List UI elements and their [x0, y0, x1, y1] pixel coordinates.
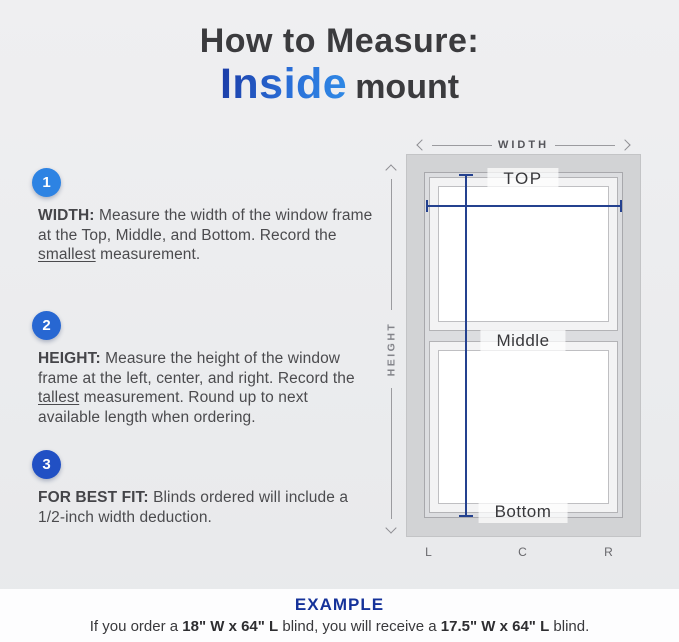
- arrow-line: [391, 388, 392, 519]
- top-position-label: TOP: [487, 168, 558, 190]
- window-lower-pane: [438, 350, 609, 504]
- arrow-down-icon: [385, 522, 396, 533]
- arrow-up-icon: [385, 164, 396, 175]
- subtitle-accent: Inside: [219, 59, 348, 108]
- example-sentence: If you order a 18" W x 64" L blind, you will receive a 17.5" W x 64" L blind.: [89, 618, 590, 635]
- step-2-badge: 2: [32, 311, 61, 340]
- height-label-box: [384, 315, 398, 383]
- example-heading: EXAMPLE: [294, 595, 385, 614]
- step-3-badge: 3: [32, 450, 61, 479]
- center-mark: C: [518, 545, 528, 559]
- step-2: [32, 311, 374, 427]
- page-subtitle: [0, 59, 679, 108]
- step-3-text: FOR BEST FIT: Blinds ordered will include a 1/2-inch width deduction.: [38, 489, 349, 526]
- step-1-badge: 1: [32, 168, 61, 197]
- page-title: How to Measure:: [199, 22, 480, 60]
- arrow-line: [555, 145, 615, 146]
- window-lower-sash: [429, 341, 618, 513]
- bottom-position-label: Bottom: [479, 501, 568, 523]
- step-1: [32, 168, 374, 265]
- step-2-text: HEIGHT: Measure the height of the window frame at the left, center, and right. Record the tallest measurement. Round up to next available length when ordering.: [38, 350, 355, 426]
- arrow-line: [391, 179, 392, 310]
- example-section: [0, 589, 679, 642]
- height-dimension-arrow: [384, 166, 398, 532]
- width-dimension-label: WIDTH: [497, 139, 550, 151]
- title-block: [0, 24, 679, 107]
- step-3: [32, 450, 374, 527]
- left-mark: L: [425, 545, 433, 559]
- arrow-left-icon: [416, 139, 427, 150]
- step-1-text: WIDTH: Measure the width of the window frame at the Top, Middle, and Bottom. Record the smallest measurement.: [38, 207, 373, 263]
- right-mark: R: [604, 545, 614, 559]
- height-measure-line: [465, 174, 467, 517]
- width-measure-line: [426, 205, 622, 207]
- subtitle-rest: mount: [355, 67, 460, 106]
- middle-position-label: Middle: [480, 330, 565, 352]
- arrow-line: [432, 145, 492, 146]
- height-dimension-label: HEIGHT: [385, 321, 398, 377]
- arrow-right-icon: [619, 139, 630, 150]
- width-dimension-arrow: [418, 138, 629, 152]
- window-upper-sash: [429, 177, 618, 331]
